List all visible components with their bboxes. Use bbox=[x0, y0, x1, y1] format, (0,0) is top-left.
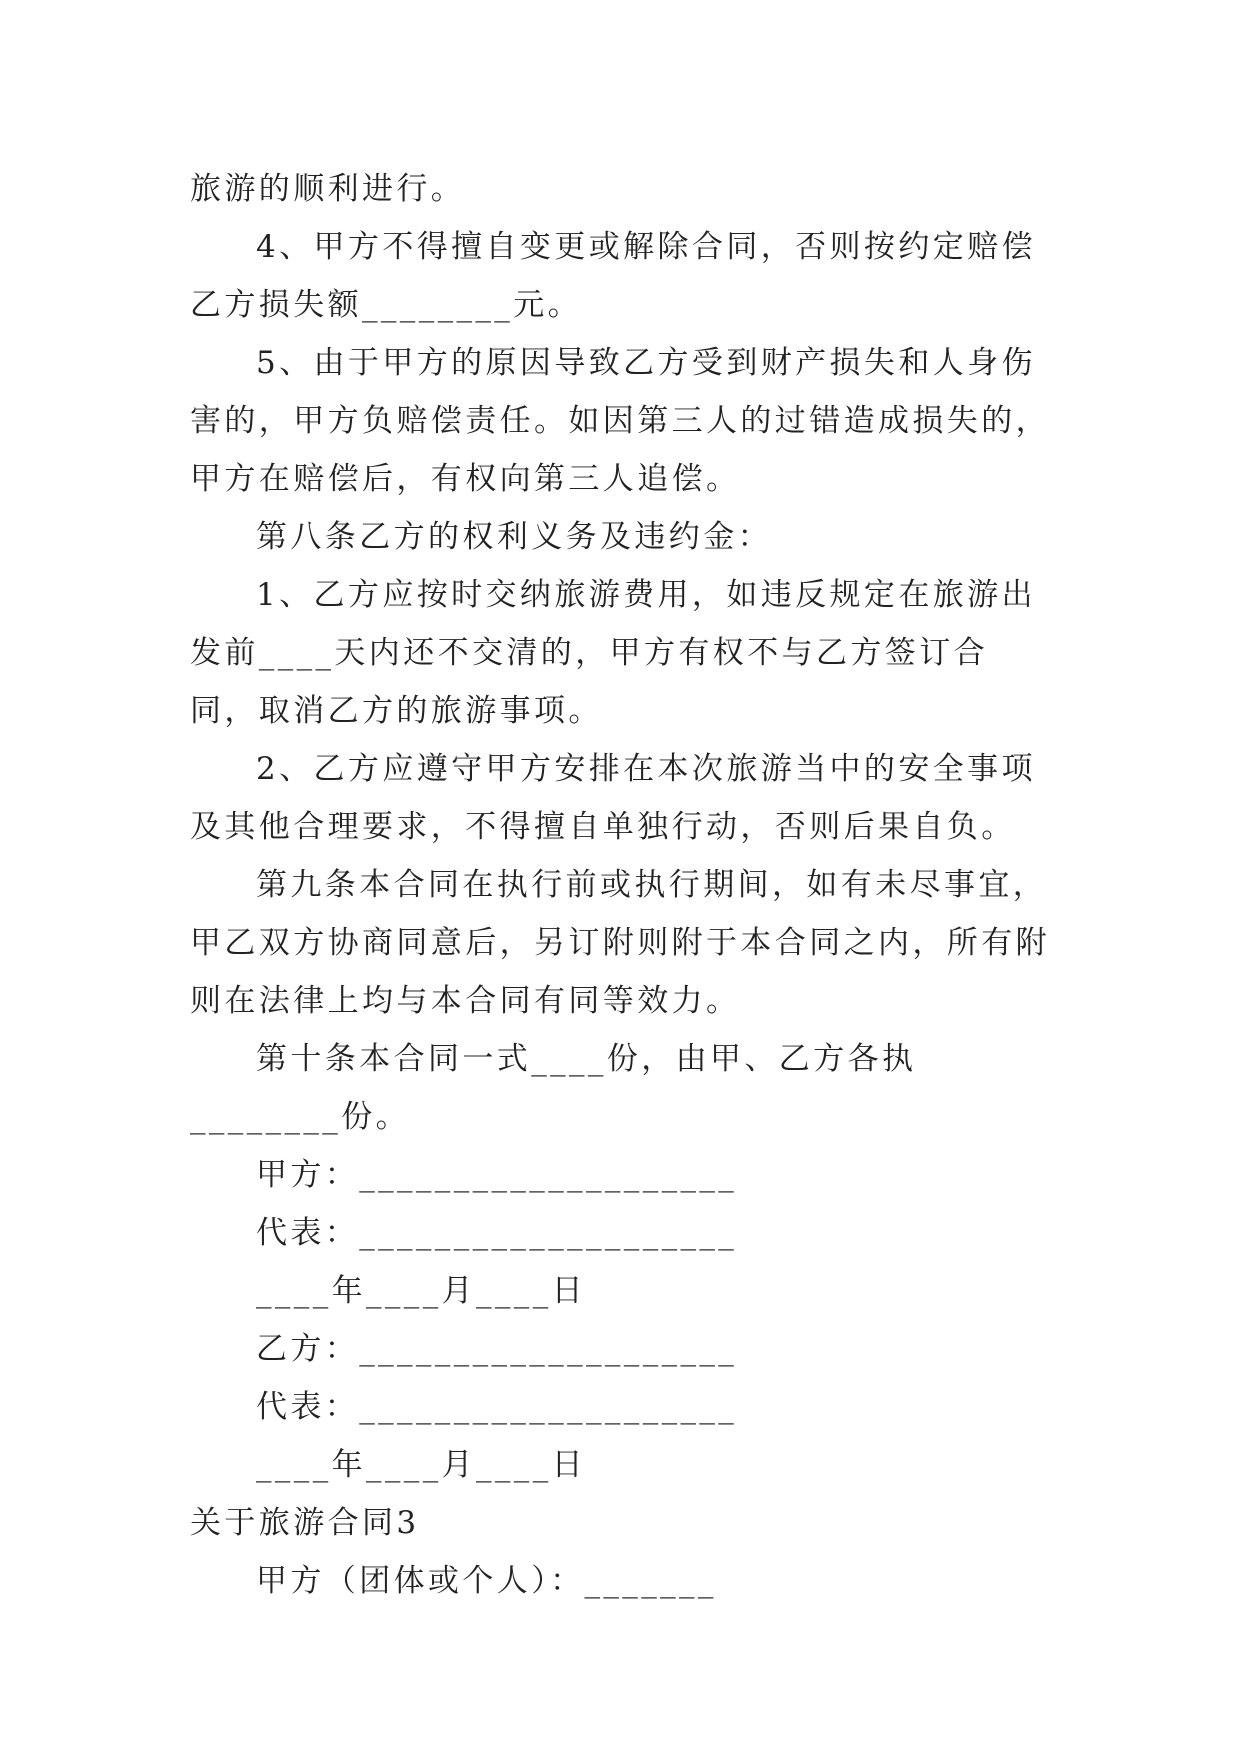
party-a-line: 甲方（团体或个人）：_______ bbox=[256, 1563, 717, 1599]
article-8-title: 第八条乙方的权利义务及违约金： bbox=[256, 519, 772, 555]
signature-rep-b: 代表：____________________ bbox=[256, 1389, 738, 1425]
clause-4: 4、甲方不得擅自变更或解除合同，否则按约定赔偿乙方损失额________元。 bbox=[190, 229, 1036, 323]
signature-rep-a: 代表：____________________ bbox=[256, 1215, 738, 1251]
signature-party-a: 甲方：____________________ bbox=[256, 1157, 738, 1193]
clause-5: 5、由于甲方的原因导致乙方受到财产损失和人身伤害的，甲方负赔偿责任。如因第三人的过错造成损失的，甲方在赔偿后，有权向第三人追偿。 bbox=[190, 345, 1050, 497]
article-8-clause-2: 2、乙方应遵守甲方安排在本次旅游当中的安全事项及其他合理要求，不得擅自单独行动，否则后果自负。 bbox=[190, 751, 1036, 845]
signature-date-b: ____年____月____日 bbox=[256, 1447, 586, 1483]
signature-party-b: 乙方：____________________ bbox=[256, 1331, 738, 1367]
article-10: 第十条本合同一式____份，由甲、乙方各执________份。 bbox=[190, 1041, 917, 1135]
paragraph-continuation: 旅游的顺利进行。 bbox=[190, 171, 466, 207]
article-9: 第九条本合同在执行前或执行期间，如有未尽事宜，甲乙双方协商同意后，另订附则附于本合同之内，所有附则在法律上均与本合同有同等效力。 bbox=[190, 867, 1050, 1019]
section-title: 关于旅游合同3 bbox=[190, 1505, 420, 1541]
document-body bbox=[190, 160, 1050, 1610]
signature-date-a: ____年____月____日 bbox=[256, 1273, 586, 1309]
article-8-clause-1: 1、乙方应按时交纳旅游费用，如违反规定在旅游出发前____天内还不交清的，甲方有权不与乙方签订合同，取消乙方的旅游事项。 bbox=[190, 577, 1036, 729]
